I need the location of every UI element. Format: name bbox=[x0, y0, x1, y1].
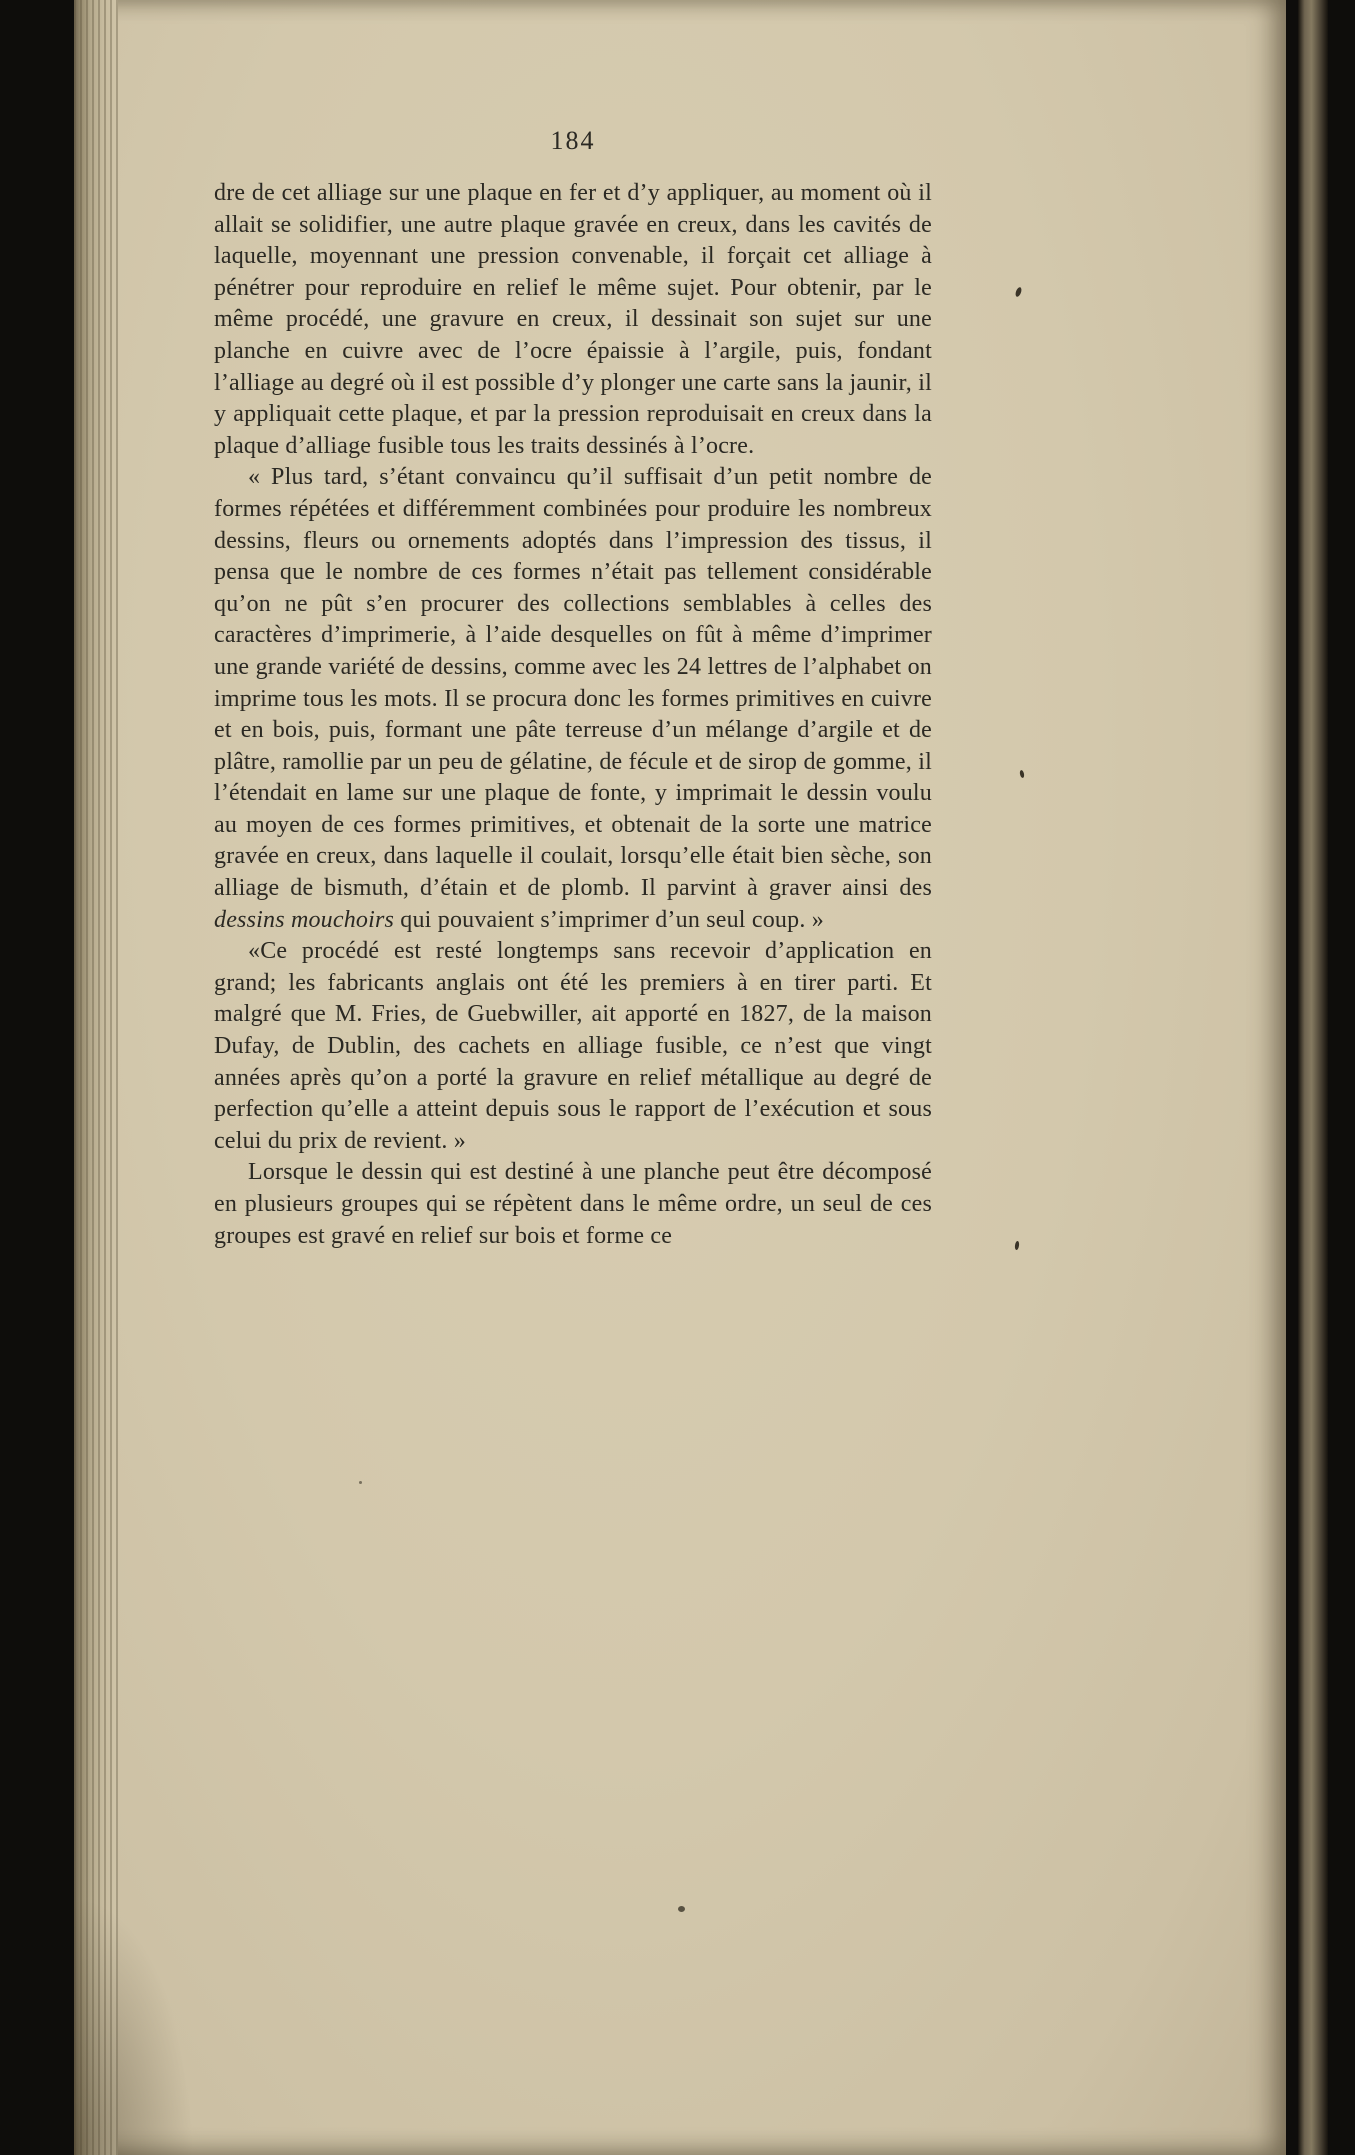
page-corner-shadow bbox=[74, 1895, 194, 2155]
page-edge-stack bbox=[74, 0, 118, 2155]
paper-speck bbox=[1019, 770, 1025, 779]
paper-speck bbox=[1014, 286, 1022, 297]
paragraph-1: dre de cet alliage sur une plaque en fer et d’y appliquer, au moment où il allait se solidifier, une autre plaque gravée en creux, dans les cavités de laquelle, moyennant une pression convenable, il forçait cet alliage à pénétrer pour reproduire en relief le même sujet. Pour obtenir, par le même procédé, une gravure en creux, il dessinait son sujet sur une planche en cuivre avec de l’ocre épaissie à l’argile, puis, fondant l’alliage au degré où il est possible d’y plonger une carte sans la jaunir, il y appliquait cette plaque, et par la pression reproduisait en creux dans la plaque d’alliage fusible tous les traits dessinés à l’ocre. bbox=[214, 180, 932, 459]
paper-speck bbox=[1014, 1241, 1019, 1250]
paragraph-2 bbox=[214, 462, 932, 936]
paragraph-3: «Ce procédé est resté longtemps sans recevoir d’application en grand; les fabricants anglais ont été les premiers à en tirer parti. Et malgré que M. Fries, de Guebwiller, ait apporté en 1827, de la maison Dufay, de Dublin, des cachets en alliage fusible, ce n’est que vingt années après qu’on a porté la gravure en relief métallique au degré de perfection qu’elle a atteint depuis sous le rapport de l’exécution et sous celui du prix de revient. » bbox=[214, 938, 932, 1154]
book-page bbox=[74, 0, 1286, 2155]
italic-phrase: dessins mouchoirs bbox=[214, 906, 395, 933]
paper-speck bbox=[678, 1906, 685, 1912]
adjacent-page-edge bbox=[1298, 0, 1328, 2155]
paragraph-2-text-b: qui pouvaient s’imprimer d’un seul coup. » bbox=[394, 906, 824, 933]
paper-speck bbox=[359, 1481, 362, 1484]
paragraph-2-text-a: « Plus tard, s’étant convaincu qu’il suffisait d’un petit nombre de formes répétées et différemment combinées pour produire les nombreux dessins, fleurs ou ornements adoptés dans l’impression des tissus, il pensa que le nombre de ces formes n’était pas tellement considérable qu’on ne pût s’en procurer des collections semblables à celles des caractères d’imprimerie, à l’aide desquelles on fût à même d’imprimer une grande variété de dessins, comme avec les 24 lettres de l’alphabet on imprime tous les mots. Il se procura donc les formes primitives en cuivre et en bois, puis, formant une pâte terreuse d’un mélange d’argile et de plâtre, ramollie par un peu de gélatine, de fécule et de sirop de gomme, il l’étendait en lame sur une plaque de fonte, y imprimait le dessin voulu au moyen de ces formes primitives, et obtenait de la sorte une matrice gravée en creux, dans laquelle il coulait, lorsqu’elle était bien sèche, son alliage de bismuth, d’étain et de plomb. Il parvint à graver ainsi des bbox=[214, 464, 932, 902]
page-number: 184 bbox=[550, 126, 596, 155]
text-column bbox=[214, 126, 932, 1252]
paragraph-4: Lorsque le dessin qui est destiné à une planche peut être décomposé en plusieurs groupes qui se répètent dans le même ordre, un seul de ces groupes est gravé en relief sur bois et forme ce bbox=[214, 1159, 932, 1249]
